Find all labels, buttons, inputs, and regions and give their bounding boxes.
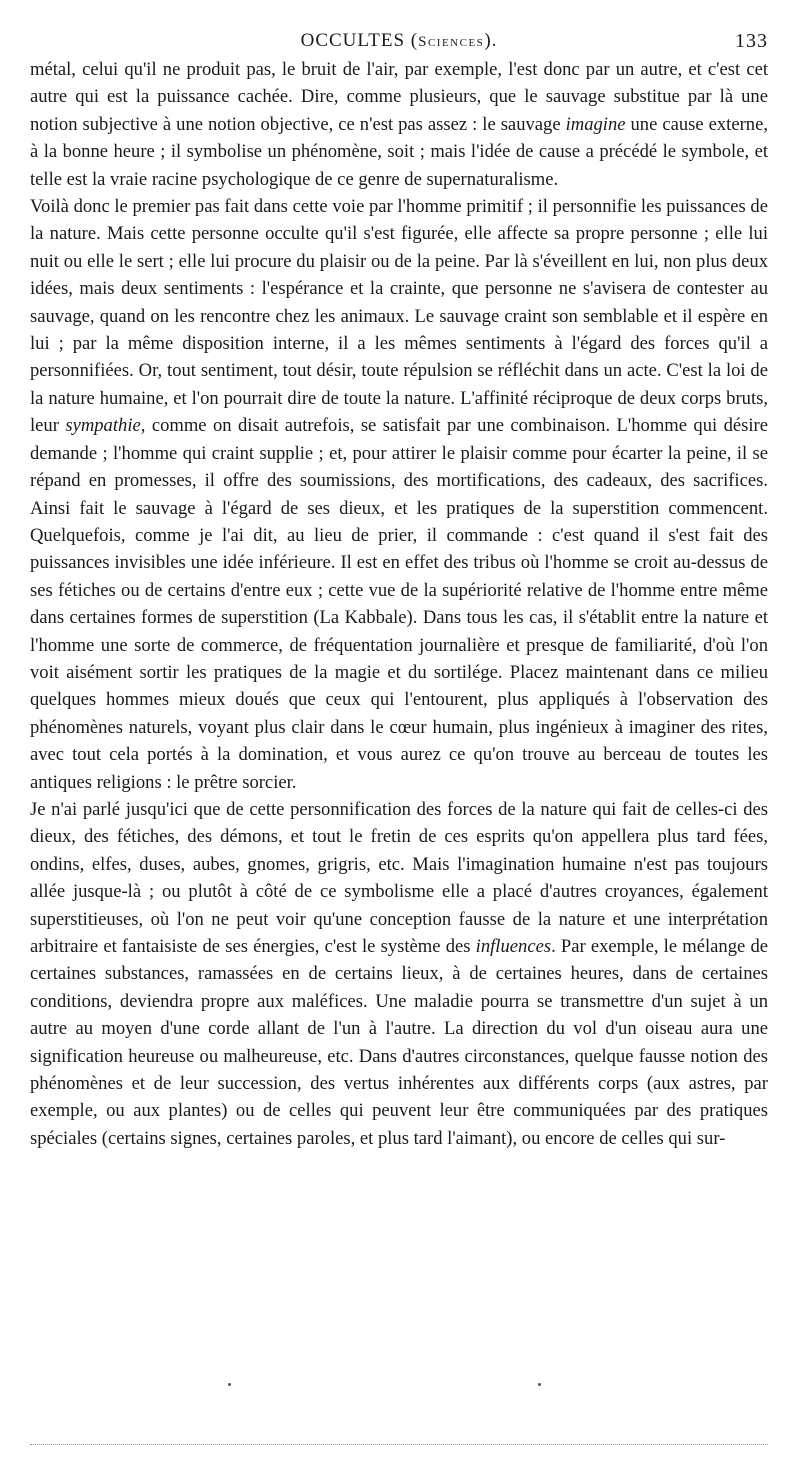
paragraph-text: . Par exemple, le mélange de certaines substances, ramassées en de certains lieux, à de certaines heures, dans de certaines conditions, deviendra propre aux maléfices. Une maladie pourra se transmettre d'un sujet à un autre au moyen d'une corde allant de l'un à l'autre. La direction du vol d'un oiseau aura une signification heureuse ou malheureuse, etc. Dans d'autres circonstances, quelque fausse notion des phénomènes et de leur succession, des vertus inhérentes aux différents corps (aux astres, par exemple, ou aux plantes) ou de celles qui peuvent leur être communiquées par des pratiques spéciales (certains signes, certaines paroles, et plus tard l'aimant), ou encore de celles qui sur- (30, 936, 768, 1149)
running-title (30, 30, 768, 52)
running-title-main: OCCULTES (300, 30, 406, 51)
running-title-paren-open: ( (405, 30, 419, 51)
paragraph-text: Voilà donc le premier pas fait dans cette voie par l'homme primitif ; il personnifie les puissances de la nature. Mais cette personne occulte qu'il s'est figurée, elle affecte sa propre personne ; elle lui nuit ou elle le sert ; elle lui procure du plaisir ou de la peine. Par là s'éveillent en lui, non plus deux idées, mais deux sentiments : l'espérance et la crainte, que personne ne s'avisera de contester au sauvage, quand on les rencontre chez les animaux. Le sauvage craint son semblable et il espère en lui ; par la même disposition interne, il a les mêmes sentiments à l'égard des forces qu'il a personnifiées. Or, tout sentiment, tout désir, toute répulsion se réfléchit dans un acte. C'est la loi de la nature humaine, et l'on pourrait dire de toute la nature. L'affinité réciproque de deux corps bruts, leur (30, 196, 768, 437)
paragraph (30, 193, 768, 796)
paragraph (30, 56, 768, 193)
body-text (30, 56, 768, 1152)
footer-rule (30, 1444, 768, 1445)
document-page (30, 20, 768, 1152)
running-title-paren-close: ). (484, 30, 498, 51)
paragraph-text: métal, celui qu'il ne produit pas, le bruit de l'air, par exemple, l'est donc par un autre, et c'est cet autre qui est la puissance cachée. Dire, comme plusieurs, que le sauvage substitue par là une notion subjective à une notion objective, ce n'est pas assez : le sauvage (30, 59, 768, 135)
running-title-sub: Sciences (418, 34, 485, 50)
paragraph (30, 796, 768, 1152)
paragraph-text: Je n'ai parlé jusqu'ici que de cette personnification des forces de la nature qui fait de celles-ci des dieux, des fétiches, des démons, et tout le fretin de ces esprits qu'on appellera plus tard fées, ondins, elfes, duses, aubes, gnomes, grigris, etc. Mais l'imagination humaine n'est pas toujours allée jusque-là ; ou plutôt à côté de ce symbolisme elle a placé d'autres croyances, également superstitieuses, où l'on ne peut voir qu'une conception fausse de la nature et une interprétation arbitraire et fantaisiste de ses énergies, c'est le système des (30, 798, 768, 957)
stray-mark (228, 1383, 231, 1386)
stray-mark (538, 1383, 541, 1386)
italic-text: imagine (565, 113, 626, 135)
paragraph-text: une cause externe, à la bonne heure ; il symbolise un phénomène, soit ; mais l'idée de cause a précédé le symbole, et telle est la vraie racine psychologique de ce genre de supernaturalisme. (30, 113, 768, 190)
paragraph-text: , comme on disait autrefois, se satisfait par une combinaison. L'homme qui désire demande ; l'homme qui craint supplie ; et, pour attirer le plaisir comme pour écarter la peine, il se répand en promesses, il offre des soumissions, des mortifications, des cadeaux, des sacrifices. Ainsi fait le sauvage à l'égard de ses dieux, et les pratiques de la superstition commencent. Quelquefois, comme je l'ai dit, au lieu de prier, il commande : c'est quand il s'est fait des puissances invisibles une idée inférieure. Il est en effet des tribus où l'homme se croit au-dessus de ses fétiches ou de certains d'entre eux ; cette vue de la supériorité relative de l'homme entre même dans certaines formes de superstition (La Kabbale). Dans tous les cas, il s'établit entre la nature et l'homme une sorte de commerce, de fréquentation journalière et presque de familiarité, d'où l'on voit aisément sortir les pratiques de la magie et du sortilége. Placez maintenant dans ce milieu quelques hommes mieux doués que ceux qui l'entourent, plus appliqués à l'observation des phénomènes naturels, voyant plus clair dans le cœur humain, plus ingénieux à imaginer des rites, avec tout cela portés à la domination, et vous aurez ce qu'on trouve au berceau de toutes les antiques religions : le prêtre sorcier. (30, 415, 769, 793)
page-number: 133 (735, 30, 768, 52)
italic-text: sympathie (65, 415, 141, 437)
italic-text: influences (475, 936, 552, 957)
running-header (30, 20, 768, 56)
